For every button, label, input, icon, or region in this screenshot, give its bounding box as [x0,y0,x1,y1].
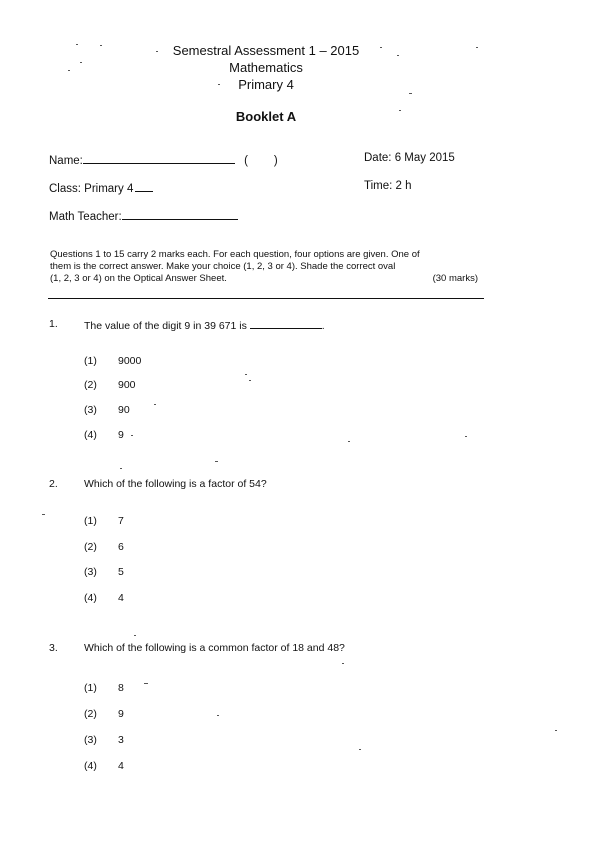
question-3-number: 3. [49,642,58,654]
option-value: 4 [118,592,124,604]
time-field [364,180,412,192]
exam-title: Semestral Assessment 1 – 2015 [172,43,360,58]
option-value: 900 [118,379,136,391]
total-marks: (30 marks) [432,273,478,284]
teacher-field [49,208,238,223]
option-number: (3) [84,566,97,578]
time-value: 2 h [395,180,412,192]
question-3-text: Which of the following is a common factor of 18 and 48? [84,642,345,654]
scan-speck [249,380,251,381]
scan-speck [342,663,344,664]
option-value: 90 [118,404,130,416]
option-number: (4) [84,429,97,441]
instructions-line-1: Questions 1 to 15 carry 2 marks each. For each question, four options are given. One of [50,249,420,260]
class-blank [135,180,153,192]
divider-rule [48,298,484,299]
scan-speck [399,110,401,111]
option-number: (4) [84,760,97,772]
question-2-text: Which of the following is a factor of 54? [84,478,267,490]
scan-speck [100,45,102,46]
option-number: (2) [84,379,97,391]
name-label: Name: [49,155,83,167]
scan-speck [348,441,350,442]
question-1-text: The value of the digit 9 in 39 671 is . [84,320,325,332]
scan-speck [380,47,382,48]
scan-speck [215,461,218,462]
scan-speck [156,51,158,52]
scan-speck [120,468,122,469]
scan-speck [217,715,219,716]
option-number: (4) [84,592,97,604]
option-number: (3) [84,734,97,746]
scan-speck [76,44,78,45]
instructions-line-3: (1, 2, 3 or 4) on the Optical Answer Sheet. [50,273,227,284]
instructions-line-2: them is the correct answer. Make your choice (1, 2, 3 or 4). Shade the correct oval [50,261,396,272]
option-number: (1) [84,682,97,694]
level-title: Primary 4 [238,77,294,92]
booklet-title: Booklet A [235,109,297,124]
class-label: Class: [49,183,81,195]
scan-speck [134,635,136,636]
class-value: Primary 4 [84,183,134,195]
class-field [49,180,153,195]
instructions [50,249,478,285]
option-value: 5 [118,566,124,578]
scan-speck [476,47,478,48]
scan-speck [42,514,45,515]
option-number: (1) [84,515,97,527]
option-value: 9 [118,429,124,441]
question-2-number: 2. [49,478,58,490]
option-number: (1) [84,355,97,367]
option-value: 7 [118,515,124,527]
index-bracket-open: ( [244,155,248,167]
teacher-blank [122,208,238,220]
date-value: 6 May 2015 [394,152,455,164]
name-blank [83,152,235,164]
option-value: 3 [118,734,124,746]
option-value: 4 [118,760,124,772]
scan-speck [465,436,467,437]
option-number: (2) [84,541,97,553]
question-1-number: 1. [49,318,58,330]
scan-speck [555,730,557,731]
option-value: 9000 [118,355,142,367]
date-label: Date: [364,152,392,164]
name-field [49,152,278,167]
subject-title: Mathematics [229,60,303,75]
index-bracket-close: ) [273,155,278,167]
option-number: (3) [84,404,97,416]
scan-speck [359,749,361,750]
answer-blank [250,318,322,329]
scan-speck [131,435,133,436]
scan-speck [245,374,247,375]
scan-speck [144,683,148,684]
scan-speck [80,62,82,63]
option-value: 9 [118,708,124,720]
scan-speck [218,84,220,85]
scan-speck [68,70,70,71]
option-number: (2) [84,708,97,720]
option-value: 6 [118,541,124,553]
scan-speck [409,93,412,94]
time-label: Time: [364,180,393,192]
option-value: 8 [118,682,124,694]
teacher-label: Math Teacher: [49,211,122,223]
scan-speck [397,55,399,56]
scan-speck [154,404,156,405]
date-field [364,152,455,164]
